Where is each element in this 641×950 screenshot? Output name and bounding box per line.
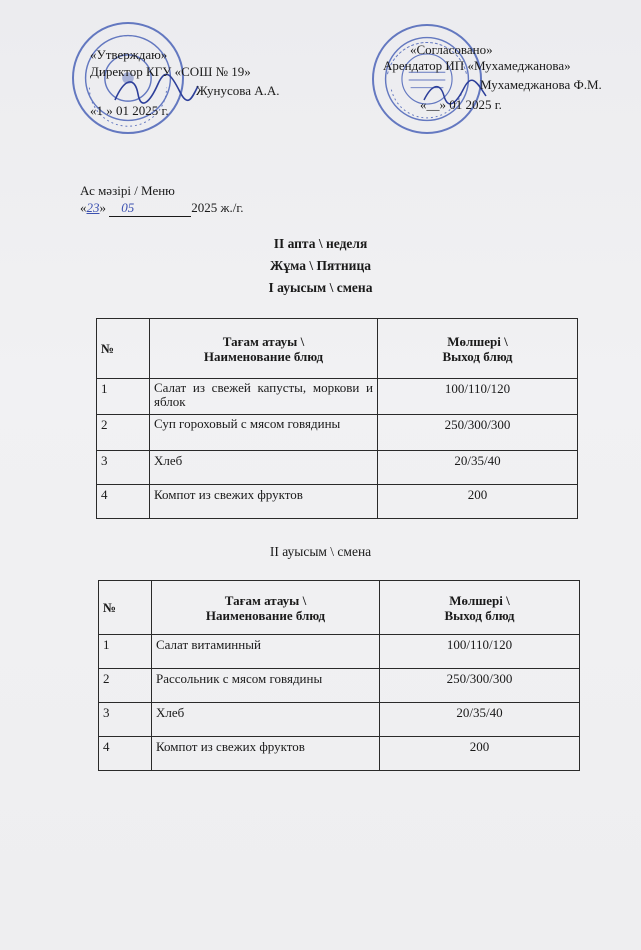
dish-name: Салат витаминный — [152, 635, 380, 669]
col-number-header: № — [99, 581, 152, 635]
table-row — [97, 415, 578, 451]
dish-output: 250/300/300 — [380, 669, 580, 703]
row-number: 1 — [99, 635, 152, 669]
dish-output: 100/110/120 — [378, 379, 578, 415]
week-title: II апта \ неделя — [273, 236, 368, 251]
col-name-header: Тағам атауы \ Наименование блюд — [150, 319, 378, 379]
shift2-title: II ауысым \ смена — [269, 544, 372, 559]
table-row — [97, 451, 578, 485]
dish-output: 20/35/40 — [380, 703, 580, 737]
agree-position: Арендатор ИП «Мухамеджанова» — [383, 58, 571, 73]
row-number: 3 — [99, 703, 152, 737]
col-output-header: Мөлшері \ Выход блюд — [380, 581, 580, 635]
shift1-menu-table — [96, 318, 578, 519]
dish-output: 250/300/300 — [378, 415, 578, 451]
dish-output: 20/35/40 — [378, 451, 578, 485]
agree-name: Мухамеджанова Ф.М. — [480, 77, 602, 92]
dish-name: Суп гороховый с мясом говядины — [150, 415, 378, 451]
col-number-header: № — [97, 319, 150, 379]
approve-name: Жунусова А.А. — [196, 83, 280, 98]
shift1-title: I ауысым \ смена — [268, 280, 373, 295]
row-number: 1 — [97, 379, 150, 415]
dish-name: Компот из свежих фруктов — [150, 485, 378, 519]
menu-date: «23» 05 2025 ж./г. — [80, 200, 244, 215]
col-output-header: Мөлшері \ Выход блюд — [378, 319, 578, 379]
shift2-menu-table — [98, 580, 580, 771]
row-number: 2 — [97, 415, 150, 451]
menu-date-month: 05 — [109, 200, 191, 217]
agree-date: «__» 01 2025 г. — [420, 97, 502, 112]
agree-title: «Согласовано» — [410, 42, 493, 57]
menu-date-day: 23 — [86, 200, 100, 215]
menu-heading: Ас мәзірі / Меню — [80, 183, 175, 198]
day-title: Жұма \ Пятница — [270, 258, 371, 273]
dish-output: 200 — [378, 485, 578, 519]
approve-title: «Утверждаю» — [90, 47, 168, 62]
table-row — [99, 703, 580, 737]
row-number: 4 — [99, 737, 152, 771]
dish-name: Хлеб — [150, 451, 378, 485]
table-row — [97, 379, 578, 415]
dish-name: Компот из свежих фруктов — [152, 737, 380, 771]
row-number: 3 — [97, 451, 150, 485]
table-row — [99, 737, 580, 771]
approve-position: Директор КГУ «СОШ № 19» — [90, 64, 251, 79]
table-header-row — [97, 319, 578, 379]
row-number: 2 — [99, 669, 152, 703]
approve-date: «1 » 01 2025 г. — [90, 103, 169, 118]
dish-output: 100/110/120 — [380, 635, 580, 669]
table-row — [99, 635, 580, 669]
dish-name: Хлеб — [152, 703, 380, 737]
dish-name: Рассольник с мясом говядины — [152, 669, 380, 703]
dish-name: Салат из свежей капусты, моркови и яблок — [150, 379, 378, 415]
table-row — [99, 669, 580, 703]
row-number: 4 — [97, 485, 150, 519]
table-header-row — [99, 581, 580, 635]
col-name-header: Тағам атауы \ Наименование блюд — [152, 581, 380, 635]
dish-output: 200 — [380, 737, 580, 771]
menu-date-year: 2025 ж./г. — [191, 200, 244, 215]
table-row — [97, 485, 578, 519]
